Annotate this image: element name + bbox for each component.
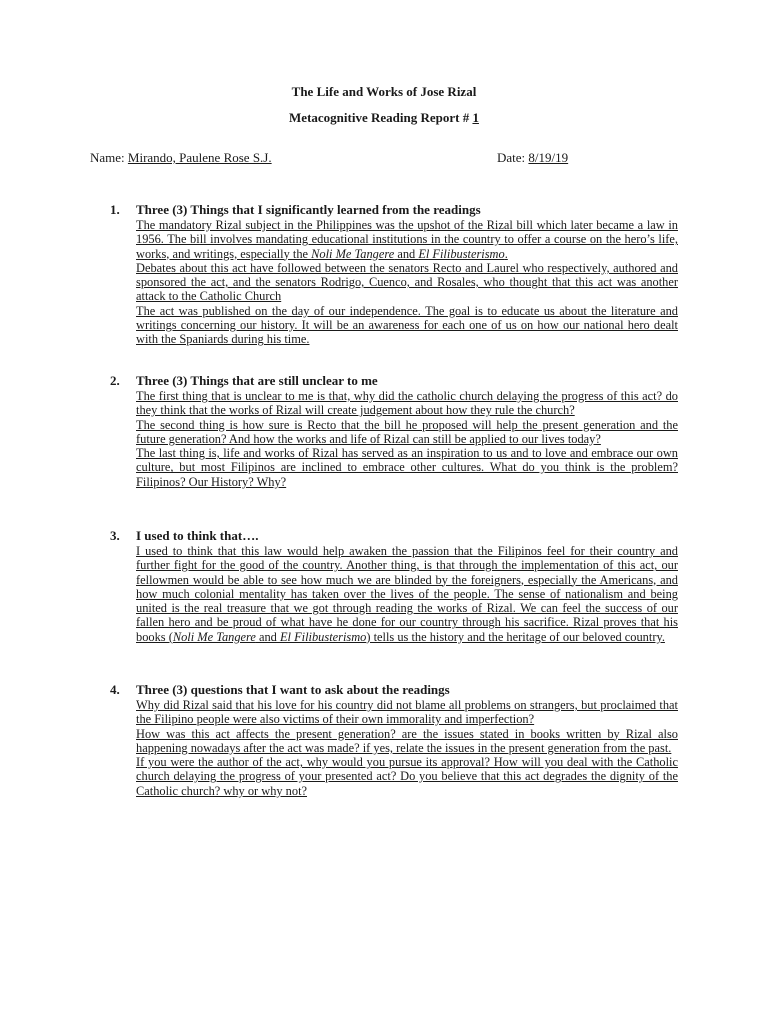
section-used-to-think [110,528,680,644]
section-heading [110,682,680,698]
date-label: Date: [497,150,529,165]
name-row [90,150,272,166]
name-value: Mirando, Paulene Rose S.J. [127,150,272,165]
report-subtitle-text: Metacognitive Reading Report # [289,110,473,125]
report-subtitle [0,110,768,126]
paragraph: Debates about this act have followed between the senators Recto and Laurel who respectively, authored and sponsored the act, and the senators Rodrigo, Cuenco, and Rosales, who thought that this act was another attack to the Catholic Church [136,260,678,304]
paragraph: The act was published on the day of our independence. The goal is to educate us about the literature and writings concerning our history. It will be an awareness for each one of us on how our national hero dealt with the Spaniards during his time. [136,303,678,347]
section-heading-text: I used to think that…. [136,528,259,543]
section-body [136,544,678,644]
section-number: 1. [110,202,120,217]
section-heading-text: Three (3) Things that I significantly learned from the readings [136,202,481,217]
paragraph: The second thing is how sure is Recto that the bill he proposed will help the present generation and the future generation? And how the works and life of Rizal can still be applied to our lives today? [136,417,678,446]
section-heading-text: Three (3) Things that are still unclear to me [136,373,378,388]
section-heading [110,202,680,218]
section-number: 4. [110,682,120,697]
document-title: The Life and Works of Jose Rizal [291,84,477,99]
date-row [497,150,568,166]
section-questions [110,682,680,798]
paragraph-text: and [255,629,280,644]
section-heading [110,373,680,389]
report-number: 1 [472,110,479,125]
section-unclear [110,373,680,489]
date-value: 8/19/19 [528,150,569,165]
paragraph: The last thing is, life and works of Rizal has served as an inspiration to us and to love and embrace our own culture, but most Filipinos are inclined to embrace other cultures. What do you think is the problem? Filipinos? Our History? Why? [136,446,678,489]
book-title: El Filibusterismo [279,629,367,644]
name-label: Name: [90,150,128,165]
section-number: 2. [110,373,120,388]
section-body [136,218,678,347]
book-title: Noli Me Tangere [311,246,395,261]
paragraph: Why did Rizal said that his love for his country did not blame all problems on strangers, but proclaimed that the Filipino people were also victims of their own immorality and imperfection? [136,698,678,727]
paragraph-text: ) tells us the history and the heritage of our beloved country. [366,629,665,644]
section-learned [110,202,680,347]
book-title: Noli Me Tangere [172,629,256,644]
paragraph-text: . [504,246,508,261]
paragraph [136,218,678,261]
section-heading-text: Three (3) questions that I want to ask about the readings [136,682,450,697]
paragraph: The first thing that is unclear to me is that, why did the catholic church delaying the progress of this act? do they think that the works of Rizal will create judgement about how they rule the church? [136,389,678,418]
paragraph-text: I used to think that this law would help awaken the passion that the Filipinos feel for their country and further fight for the good of the country. Another thing, is that through the implementation of this act, our fellowmen would be able to see how much we are blinded by the foreigners, especially the Americans, and how much colonial mentality has taken over the lives of the people. The sense of nationalism and being united is the real treasure that we got through reading the works of Rizal. We can feel the success of our fallen hero and be proud of what have he done for our country through his sacrifice. Rizal proves that his books ( [136,544,678,644]
section-heading [110,528,680,544]
section-body [136,389,678,489]
section-number: 3. [110,528,120,543]
section-body [136,698,678,798]
paragraph [136,544,678,644]
paragraph-text: The mandatory Rizal subject in the Philippines was the upshot of the Rizal bill which later became a law in 1956. The bill involves mandating educational institutions in the country to offer a course on the hero’s life, works, and writings, especially the [136,218,678,261]
paragraph-text: and [394,246,419,261]
paragraph: How was this act affects the present generation? are the issues stated in books written by Rizal also happening nowadays after the act was made? if yes, relate the issues in the present generation from the past. [136,726,678,755]
book-title: El Filibusterismo [418,246,505,261]
paragraph: If you were the author of the act, why would you pursue its approval? How will you deal with the Catholic church delaying the progress of your presented act? Do you believe that this act degrades the dignity of the Catholic church? why or why not? [136,755,678,798]
